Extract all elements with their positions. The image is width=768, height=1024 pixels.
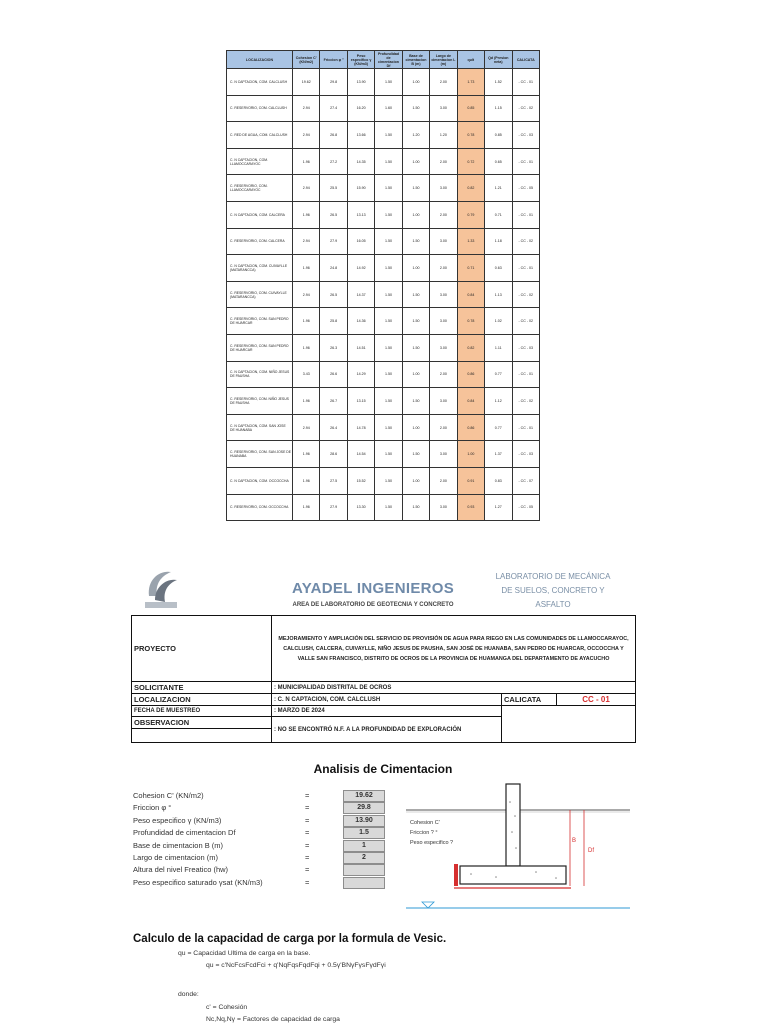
table-row [227,441,540,468]
cell-loc: C. N CAPTACION, COM. CALCERA [227,201,293,228]
cell-phi: 26.5 [320,201,347,228]
cell-qd: 1.21 [485,175,512,202]
cell-gamma: 13.13 [347,201,374,228]
cell-b: 1.00 [402,148,429,175]
company-logo [141,566,181,612]
cell-df: 1.60 [375,95,402,122]
table-row [227,414,540,441]
cell-l: 3.00 [430,441,457,468]
cell-qu: 0.72 [457,148,484,175]
cell-df: 1.50 [375,228,402,255]
cell-c: 2.94 [293,228,320,255]
cell-df: 1.50 [375,388,402,415]
table-row [227,281,540,308]
cell-loc: C. N CAPTACION, COM. CALCLUSH [227,69,293,96]
cell-loc: C. RESERVORIO, COM. CUIVAYLLE (MATARANCCA) [227,281,293,308]
calc-donde: donde: [178,991,199,998]
cell-l: 3.00 [430,388,457,415]
cell-cal: - CC - 01 [512,361,540,388]
cell-df: 1.50 [375,201,402,228]
cell-qu: 0.78 [457,122,484,149]
param-row [133,802,403,814]
cell-cal: - CC - 01 [512,255,540,282]
cell-qu: 0.93 [457,494,484,521]
calicata-label: CALICATA [502,694,557,706]
cell-l: 3.00 [430,308,457,335]
cell-cal: - CC - 01 [512,148,540,175]
cell-phi: 26.4 [320,414,347,441]
proyecto-text: MEJORAMIENTO Y AMPLIACIÓN DEL SERVICIO DE PROVISIÓN DE AGUA PARA RIEGO EN LAS COMUNIDADES DE LLAMOCCARAYOC, CALCLUSH, CALCERA, CUIVAYLLE, NIÑO JESUS DE PAUSHA, SAN JOSÉ DE HUANABA, SAN PEDRO DE HUARCAR, OCCOCCHA Y VALLE SAN FRANCISCO, DISTRITO DE OCROS DE LA PROVINCIA DE HUAMANGA DEL DEPARTAMENTO DE AYACUCHO [272,616,636,682]
cell-cal: - CC - 03 [512,122,540,149]
cell-b: 1.00 [402,69,429,96]
cell-l: 2.00 [430,69,457,96]
solicitante-label: SOLICITANTE [132,682,272,694]
param-value: 2 [343,852,385,864]
cell-qd: 1.27 [485,494,512,521]
param-label: Profundidad de cimentacion Df [133,828,236,838]
cell-df: 1.50 [375,414,402,441]
cell-df: 1.50 [375,175,402,202]
table-row [227,228,540,255]
cell-cal: - CC - 02 [512,228,540,255]
cell-gamma: 14.78 [347,414,374,441]
cell-qu: 0.84 [457,388,484,415]
parameter-list [133,790,403,889]
cell-b: 1.00 [402,255,429,282]
company-subtitle: AREA DE LABORATORIO DE GEOTECNIA Y CONCRETO [292,602,454,608]
cell-gamma: 14.51 [347,334,374,361]
localizacion-value: : C. N CAPTACION, COM. CALCLUSH [272,694,502,706]
cell-qd: 0.63 [485,255,512,282]
cell-qd: 1.18 [485,228,512,255]
cell-loc: C. RESERVORIO, COM. CALCLUSH [227,95,293,122]
param-label: Largo de cimentacion (m) [133,852,219,862]
cell-c: 1.96 [293,467,320,494]
cell-b: 1.50 [402,388,429,415]
diagram-cohesion-label: Cohesion C' [410,820,440,826]
cell-l: 2.00 [430,148,457,175]
summary-table [226,50,540,521]
param-equals: = [305,828,310,838]
cell-l: 2.00 [430,361,457,388]
table-row [227,148,540,175]
cell-qu: 0.84 [457,281,484,308]
cell-qu: 0.79 [457,201,484,228]
cell-phi: 27.5 [320,467,347,494]
fecha-value: : MARZO DE 2024 [272,706,502,717]
cell-c: 2.94 [293,414,320,441]
cell-cal: - CC - 03 [512,334,540,361]
fecha-label: FECHA DE MUESTREO [132,706,272,717]
cell-loc: C. RESERVORIO, COM. NIÑO JESUS DE PAUSHA [227,388,293,415]
cell-cal: - CC - 01 [512,414,540,441]
cell-phi: 27.2 [320,148,347,175]
summary-col-header: Friccion φ ° [320,51,347,69]
cell-qu: 0.86 [457,414,484,441]
summary-col-header: Largo de cimentacion L (m) [430,51,457,69]
cell-cal: - CC - 03 [512,441,540,468]
blank-cell [132,729,272,743]
cell-c: 1.96 [293,334,320,361]
calc-title: Calculo de la capacidad de carga por la formula de Vesic. [133,933,447,945]
table-row [227,361,540,388]
cell-df: 1.50 [375,308,402,335]
footing-diagram [406,782,630,912]
summary-col-header: Peso especifico γ (KN/m3) [347,51,374,69]
cell-gamma: 13.90 [347,69,374,96]
param-equals: = [305,791,310,800]
cell-qd: 1.52 [485,69,512,96]
cell-b: 1.00 [402,201,429,228]
cell-c: 1.96 [293,148,320,175]
cell-qd: 1.37 [485,441,512,468]
cell-qd: 0.65 [485,148,512,175]
cell-b: 1.50 [402,334,429,361]
cell-c: 1.96 [293,255,320,282]
param-equals: = [305,865,310,875]
table-row [227,255,540,282]
df-label: Df [588,848,594,854]
calc-formula: qu = c'NcFcsFcdFci + q'NqFqsFqdFqi + 0.5γ'BNγFγsFγdFγi [206,962,386,969]
table-row [227,467,540,494]
table-row [227,175,540,202]
cell-gamma: 16.20 [347,95,374,122]
cell-phi: 26.3 [320,334,347,361]
cell-b: 1.50 [402,95,429,122]
cell-qu: 1.00 [457,441,484,468]
cell-l: 2.00 [430,201,457,228]
cell-l: 3.00 [430,334,457,361]
calc-cohesion: c' = Cohesión [206,1004,248,1011]
param-row [133,864,403,876]
cell-c: 2.94 [293,122,320,149]
table-row [227,95,540,122]
cell-gamma: 15.90 [347,175,374,202]
cell-loc: C. RED DE AGUA, COM. CALCLUSH [227,122,293,149]
cell-cal: - CC - 02 [512,281,540,308]
cell-phi: 29.8 [320,69,347,96]
cell-b: 1.50 [402,441,429,468]
summary-col-header: LOCALIZACION [227,51,293,69]
cell-df: 1.50 [375,441,402,468]
param-row [133,790,403,802]
cell-qu: 0.82 [457,334,484,361]
param-label: Altura del nivel Freatico (hw) [133,865,229,875]
cell-l: 3.00 [430,228,457,255]
param-value: 29.8 [343,802,385,814]
cell-qd: 0.85 [485,122,512,149]
param-row [133,827,403,839]
cell-qu: 0.91 [457,467,484,494]
summary-col-header: CALICATA [512,51,540,69]
cell-loc: C. N CAPTACION, COM. OCCOCCHA [227,467,293,494]
cell-b: 1.00 [402,467,429,494]
cell-b: 1.50 [402,308,429,335]
summary-col-header: Profundidad de cimentacion Df [375,51,402,69]
calicata-value: CC - 01 [557,694,636,706]
cell-gamma: 14.92 [347,255,374,282]
cell-gamma: 14.29 [347,361,374,388]
cell-qd: 1.11 [485,334,512,361]
cell-loc: C. RESERVORIO, COM. SAN PEDRO DE HUARCAR [227,308,293,335]
proyecto-label: PROYECTO [132,616,272,682]
company-name: AYADEL INGENIEROS [291,580,455,597]
cell-phi: 25.5 [320,175,347,202]
b-label: B [572,838,577,844]
cell-df: 1.50 [375,467,402,494]
calc-line-qu: qu = Capacidad Ultima de carga en la base. [178,950,311,957]
cell-qu: 0.82 [457,175,484,202]
project-info-table [131,615,636,743]
localizacion-label: LOCALIZACION [132,694,272,706]
param-value: 1.5 [343,827,385,839]
cell-qu: 1.33 [457,228,484,255]
param-label: Peso especifico γ (KN/m3) [133,815,222,825]
cell-qd: 0.71 [485,201,512,228]
blank-cell [502,706,636,743]
param-equals: = [305,852,310,862]
table-row [227,69,540,96]
cell-l: 2.00 [430,414,457,441]
cell-loc: C. RESERVORIO, COM. OCCOCCHA [227,494,293,521]
cell-b: 1.50 [402,175,429,202]
cell-b: 1.50 [402,228,429,255]
cell-b: 1.00 [402,414,429,441]
lab-title: LABORATORIO DE MECÁNICA DE SUELOS, CONCRETO Y ASFALTO [495,572,611,609]
cell-phi: 27.4 [320,95,347,122]
cell-loc: C. N CAPTACION, COM. LLAMOCCARAYOC [227,148,293,175]
cell-l: 1.20 [430,122,457,149]
cell-qd: 1.02 [485,308,512,335]
param-value: 19.62 [343,790,385,802]
cell-l: 3.00 [430,175,457,202]
cell-l: 3.00 [430,281,457,308]
cell-c: 2.94 [293,175,320,202]
cell-df: 1.50 [375,255,402,282]
cell-c: 2.94 [293,281,320,308]
table-row [227,308,540,335]
cell-qu: 0.71 [457,255,484,282]
cell-qu: 0.78 [457,308,484,335]
cell-l: 3.00 [430,95,457,122]
cell-cal: - CC - 01 [512,201,540,228]
cell-phi: 26.5 [320,281,347,308]
cell-phi: 27.9 [320,494,347,521]
cell-cal: - CC - 05 [512,494,540,521]
cell-cal: - CC - 02 [512,308,540,335]
cell-qu: 1.73 [457,69,484,96]
cell-qd: 1.12 [485,388,512,415]
param-value [343,877,385,889]
cell-c: 1.96 [293,388,320,415]
cell-cal: - CC - 01 [512,69,540,96]
param-value: 13.90 [343,815,385,827]
cell-loc: C. N CAPTACION, COM. NIÑO JESUS DE PAUSHA [227,361,293,388]
param-equals: = [305,803,310,813]
cell-c: 1.96 [293,201,320,228]
cell-l: 2.00 [430,467,457,494]
param-row [133,877,403,889]
cell-phi: 26.6 [320,361,347,388]
cell-phi: 24.8 [320,255,347,282]
cell-b: 1.50 [402,281,429,308]
cell-gamma: 15.52 [347,467,374,494]
summary-col-header: qult [457,51,484,69]
cell-gamma: 14.37 [347,281,374,308]
param-row [133,852,403,864]
cell-gamma: 16.05 [347,228,374,255]
cell-qd: 0.83 [485,467,512,494]
calc-factors: Nc,Nq,Nγ = Factores de capacidad de carga [206,1016,340,1023]
param-equals: = [305,815,310,825]
table-row [227,201,540,228]
cell-qd: 0.77 [485,414,512,441]
diagram-friccion-label: Friccion ? ° [410,830,438,836]
cell-gamma: 13.15 [347,388,374,415]
cell-df: 1.50 [375,334,402,361]
cell-b: 1.00 [402,361,429,388]
param-equals: = [305,840,310,850]
cell-qu: 0.85 [457,95,484,122]
cell-qd: 1.15 [485,95,512,122]
cell-df: 1.50 [375,69,402,96]
cell-gamma: 13.30 [347,494,374,521]
observacion-value: : NO SE ENCONTRÓ N.F. A LA PROFUNDIDAD DE EXPLORACIÓN [272,717,502,743]
table-row [227,334,540,361]
cell-c: 1.96 [293,494,320,521]
cell-gamma: 14.36 [347,308,374,335]
cell-c: 19.62 [293,69,320,96]
cell-loc: C. RESERVORIO, COM. SAN JOSE DE HUANABA [227,441,293,468]
cell-df: 1.50 [375,148,402,175]
summary-col-header: Qd (Presion neta) [485,51,512,69]
param-label: Peso especifico saturado γsat (KN/m3) [133,877,263,887]
table-row [227,122,540,149]
param-row [133,815,403,827]
param-value: 1 [343,840,385,852]
cell-l: 2.00 [430,255,457,282]
cell-b: 1.50 [402,494,429,521]
cell-c: 2.94 [293,95,320,122]
cell-phi: 26.8 [320,122,347,149]
cell-cal: - CC - 02 [512,388,540,415]
cell-phi: 27.9 [320,228,347,255]
param-label: Base de cimentacion B (m) [133,840,224,850]
cell-gamma: 14.35 [347,148,374,175]
cell-b: 1.20 [402,122,429,149]
cell-qu: 0.86 [457,361,484,388]
param-row [133,840,403,852]
table-row [227,494,540,521]
cell-phi: 25.8 [320,308,347,335]
cell-loc: C. N CAPTACION, COM. SAN JOSE DE HUANABA [227,414,293,441]
param-equals: = [305,877,310,887]
diagram-peso-label: Peso especifico ? [410,840,454,846]
solicitante-value: : MUNICIPALIDAD DISTRITAL DE OCROS [272,682,636,694]
param-value [343,864,385,876]
cell-c: 3.43 [293,361,320,388]
cell-l: 3.00 [430,494,457,521]
cell-df: 1.50 [375,361,402,388]
summary-header-row [227,51,540,69]
cell-df: 1.50 [375,281,402,308]
cell-loc: C. RESERVORIO, COM. CALCERA [227,228,293,255]
analysis-title: Analisis de Cimentacion [313,762,453,776]
cell-gamma: 14.54 [347,441,374,468]
cell-qd: 0.77 [485,361,512,388]
cell-c: 1.96 [293,441,320,468]
param-label: Cohesion C' (KN/m2) [133,791,204,800]
observacion-label: OBSERVACION [132,717,272,729]
cell-loc: C. N CAPTACION, COM. CUIVAYLLE (MATARANCCA) [227,255,293,282]
summary-col-header: Base de cimentacion B (m) [402,51,429,69]
cell-cal: - CC - 05 [512,175,540,202]
summary-col-header: Cohesion C' (KN/m2) [293,51,320,69]
cell-df: 1.50 [375,122,402,149]
cell-loc: C. RESERVORIO, COM. LLAMOCCARAYOC [227,175,293,202]
table-row [227,388,540,415]
param-label: Friccion φ ° [133,803,172,813]
cell-cal: - CC - 02 [512,95,540,122]
cell-qd: 1.13 [485,281,512,308]
water-table-icon [422,902,434,908]
cell-phi: 28.6 [320,441,347,468]
cell-cal: - CC - 07 [512,467,540,494]
cell-phi: 26.7 [320,388,347,415]
cell-gamma: 13.66 [347,122,374,149]
cell-df: 1.50 [375,494,402,521]
cell-loc: C. RESERVORIO, COM. SAN PEDRO DE HUARCAR [227,334,293,361]
cell-c: 1.96 [293,308,320,335]
